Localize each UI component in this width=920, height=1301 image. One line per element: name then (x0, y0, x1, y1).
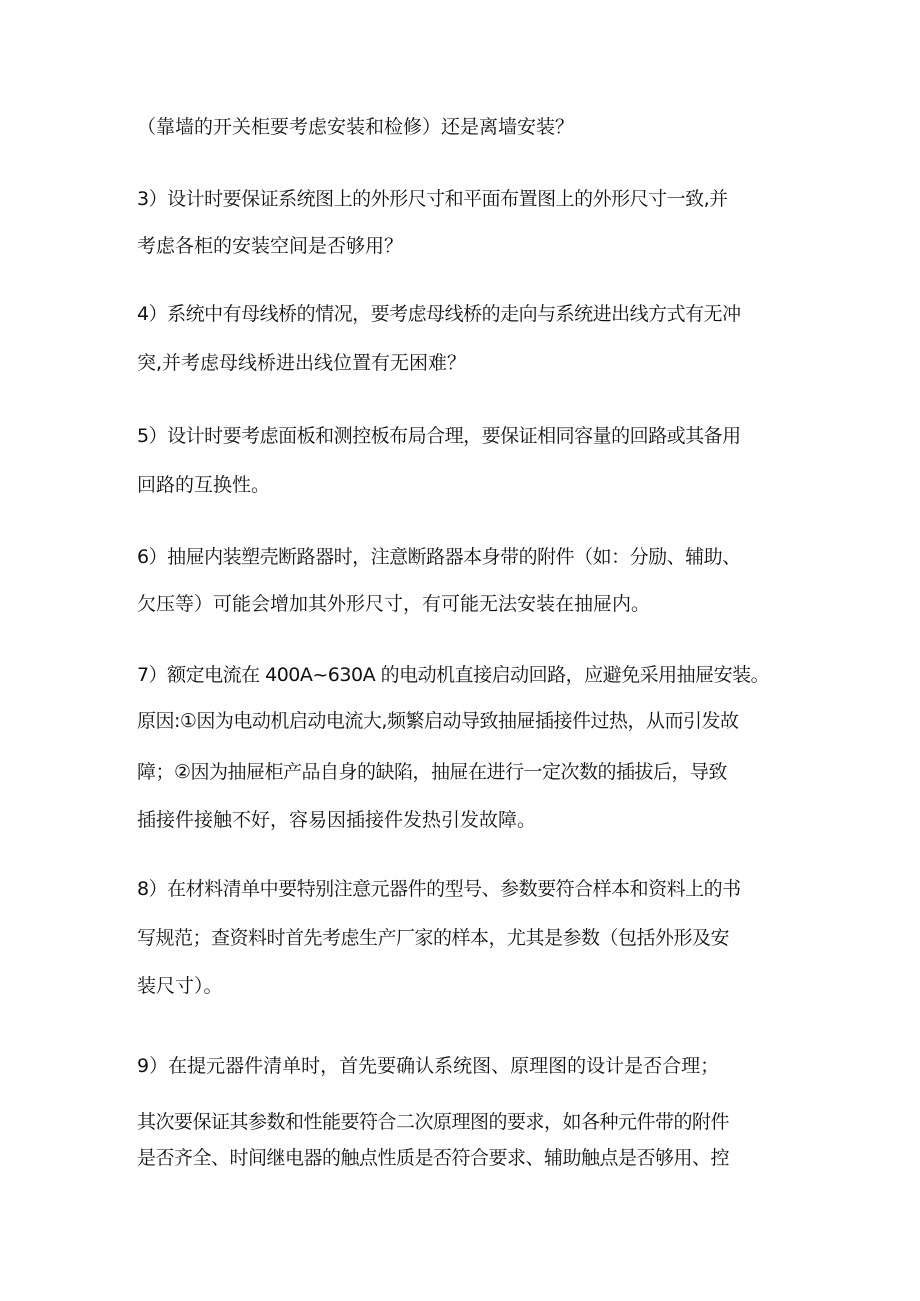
text-line: 回路的互换性。 (137, 474, 271, 496)
text-line: 是否齐全、时间继电器的触点性质是否符合要求、辅助触点是否够用、控 (137, 1147, 730, 1169)
text-line: 障；②因为抽屉柜产品自身的缺陷，抽屉在进行一定次数的插拔后，导致 (137, 761, 728, 783)
text-line: 欠压等）可能会增加其外形尺寸，有可能无法安装在抽屉内。 (137, 593, 651, 615)
text-line: 装尺寸）。 (137, 975, 223, 997)
text-line: 5）设计时要考虑面板和测控板布局合理，要保证相同容量的回路或其备用 (137, 425, 741, 447)
text-line: 突,并考虑母线桥进出线位置有无困难？ (137, 352, 467, 374)
text-line: 6）抽屉内装塑壳断路器时，注意断路器本身带的附件（如：分励、辅助、 (137, 546, 741, 568)
text-line: 3）设计时要保证系统图上的外形尺寸和平面布置图上的外形尺寸一致,并 (137, 188, 728, 210)
text-line: 4）系统中有母线桥的情况，要考虑母线桥的走向与系统进出线方式有无冲 (137, 303, 741, 325)
text-line: 原因:①因为电动机启动电流大,频繁启动导致抽屉插接件过热，从而引发故 (137, 710, 739, 732)
text-line: （靠墙的开关柜要考虑安装和检修）还是离墙安装？ (137, 116, 575, 138)
text-line: 考虑各柜的安装空间是否够用？ (137, 235, 404, 257)
text-line: 9）在提元器件清单时，首先要确认系统图、原理图的设计是否合理； (137, 1055, 720, 1077)
text-line: 其次要保证其参数和性能要符合二次原理图的要求，如各种元件带的附件 (137, 1111, 730, 1133)
text-line: 7）额定电流在 400A~630A 的电动机直接启动回路，应避免采用抽屉安装。 (137, 664, 770, 686)
text-line: 8）在材料清单中要特别注意元器件的型号、参数要符合样本和资料上的书 (137, 878, 741, 900)
text-line: 插接件接触不好，容易因插接件发热引发故障。 (137, 809, 537, 831)
text-line: 写规范；查资料时首先考虑生产厂家的样本，尤其是参数（包括外形及安 (137, 927, 730, 949)
